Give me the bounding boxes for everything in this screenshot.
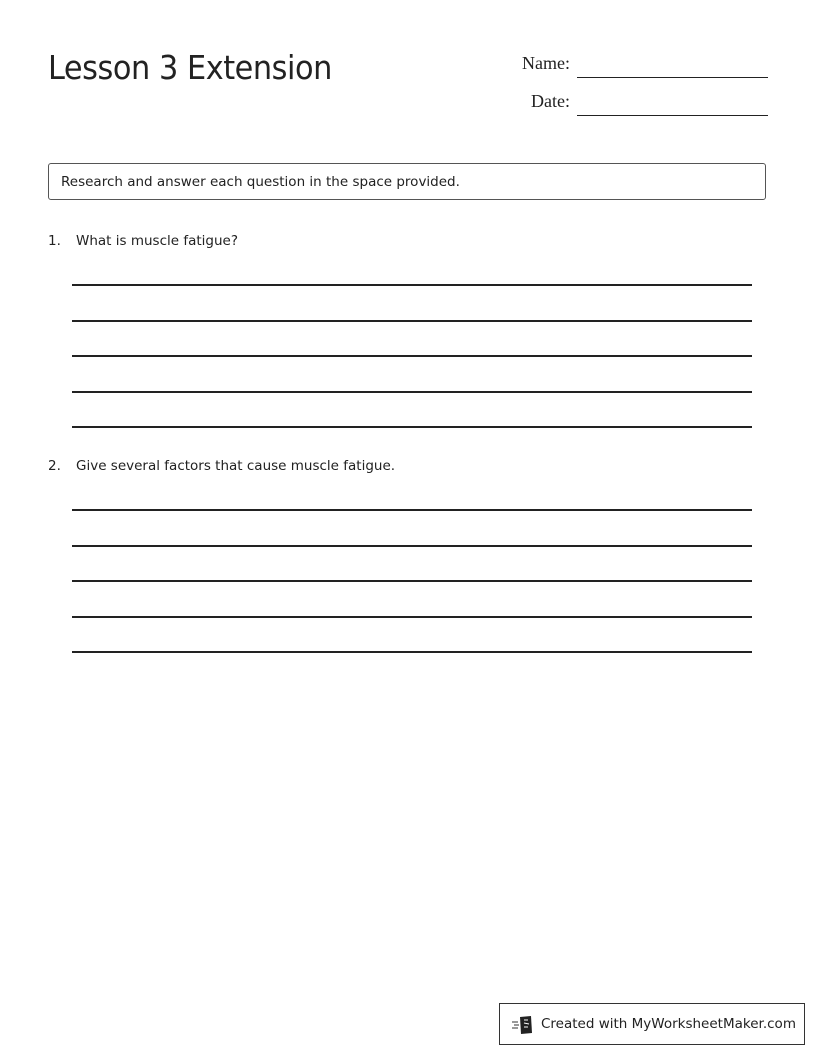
- footer-badge[interactable]: [499, 1003, 805, 1045]
- date-field[interactable]: [577, 115, 768, 116]
- answer-line[interactable]: [72, 426, 752, 428]
- question-number: 2.: [48, 458, 61, 474]
- question-text: What is muscle fatigue?: [76, 233, 239, 249]
- answer-line[interactable]: [72, 355, 752, 357]
- instructions-text: Research and answer each question in the space provided.: [61, 174, 460, 190]
- date-label: Date:: [531, 91, 570, 111]
- answer-line[interactable]: [72, 616, 752, 618]
- question-number: 1.: [48, 233, 61, 249]
- answer-line[interactable]: [72, 651, 752, 653]
- worksheet-maker-logo-icon: [512, 1015, 534, 1035]
- answer-line[interactable]: [72, 580, 752, 582]
- answer-line[interactable]: [72, 284, 752, 286]
- instructions-box: [48, 163, 766, 200]
- question-text: Give several factors that cause muscle fatigue.: [76, 458, 396, 474]
- answer-line[interactable]: [72, 545, 752, 547]
- answer-line[interactable]: [72, 509, 752, 511]
- date-label-wrap: [480, 91, 570, 113]
- footer-text: Created with MyWorksheetMaker.com: [541, 1016, 796, 1032]
- name-field[interactable]: [577, 77, 768, 78]
- answer-line[interactable]: [72, 391, 752, 393]
- answer-line[interactable]: [72, 320, 752, 322]
- name-label: Name:: [522, 53, 570, 73]
- name-label-wrap: [480, 53, 570, 75]
- page-title: Lesson 3 Extension: [48, 48, 332, 87]
